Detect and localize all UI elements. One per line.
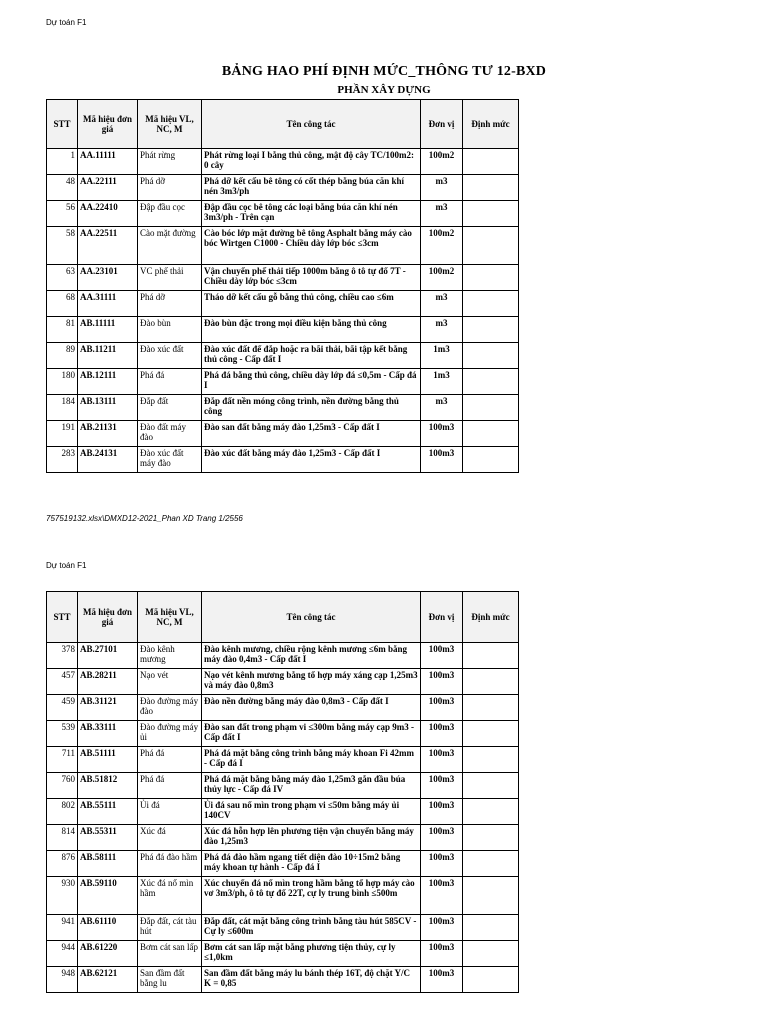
code-cell: AB.12111 bbox=[78, 369, 138, 395]
stt-cell: 930 bbox=[47, 877, 78, 915]
material-cell: Phá đá bbox=[138, 747, 202, 773]
code-cell: AA.22111 bbox=[78, 175, 138, 201]
stt-cell: 68 bbox=[47, 291, 78, 317]
col-header-unit: Đơn vị bbox=[421, 100, 463, 149]
unit-cell: 100m2 bbox=[421, 265, 463, 291]
table-row bbox=[47, 149, 519, 175]
unit-cell: 1m3 bbox=[421, 369, 463, 395]
table-row bbox=[47, 447, 519, 473]
norm-cell bbox=[463, 175, 519, 201]
table-row bbox=[47, 773, 519, 799]
code-cell: AB.11111 bbox=[78, 317, 138, 343]
stt-cell: 48 bbox=[47, 175, 78, 201]
stt-cell: 941 bbox=[47, 915, 78, 941]
norm-cell bbox=[463, 721, 519, 747]
stt-cell: 459 bbox=[47, 695, 78, 721]
table-row bbox=[47, 799, 519, 825]
stt-cell: 1 bbox=[47, 149, 78, 175]
code-cell: AB.33111 bbox=[78, 721, 138, 747]
table-row bbox=[47, 421, 519, 447]
table-row bbox=[47, 175, 519, 201]
code-cell: AB.28211 bbox=[78, 669, 138, 695]
material-cell: Xúc đá nổ mìn hầm bbox=[138, 877, 202, 915]
name-cell: Cào bóc lớp mặt đường bê tông Asphalt bằng máy cào bóc Wirtgen C1000 - Chiều dày lớp bóc ≤3cm bbox=[202, 227, 421, 265]
norm-cell bbox=[463, 395, 519, 421]
code-cell: AA.11111 bbox=[78, 149, 138, 175]
name-cell: Xúc đá hỗn hợp lên phương tiện vận chuyển bằng máy đào 1,25m3 bbox=[202, 825, 421, 851]
code-cell: AA.22410 bbox=[78, 201, 138, 227]
material-cell: Phá đá bbox=[138, 773, 202, 799]
name-cell: Phá dỡ kết cấu bê tông có cốt thép bằng búa căn khí nén 3m3/ph bbox=[202, 175, 421, 201]
material-cell: Phá dỡ bbox=[138, 291, 202, 317]
norm-cell bbox=[463, 669, 519, 695]
unit-cell: m3 bbox=[421, 395, 463, 421]
unit-cell: 100m3 bbox=[421, 447, 463, 473]
material-cell: Xúc đá bbox=[138, 825, 202, 851]
unit-cell: 100m3 bbox=[421, 967, 463, 993]
name-cell: Đào bùn đặc trong mọi điều kiện bằng thủ công bbox=[202, 317, 421, 343]
table-header-row bbox=[47, 100, 519, 149]
unit-cell: 100m3 bbox=[421, 695, 463, 721]
norm-cell bbox=[463, 291, 519, 317]
table-row bbox=[47, 227, 519, 265]
stt-cell: 948 bbox=[47, 967, 78, 993]
norm-cell bbox=[463, 317, 519, 343]
norm-cell bbox=[463, 825, 519, 851]
name-cell: Đắp đất nền móng công trình, nền đường bằng thủ công bbox=[202, 395, 421, 421]
code-cell: AB.55111 bbox=[78, 799, 138, 825]
name-cell: Bơm cát san lấp mặt bằng phương tiện thủy, cự ly ≤1,0km bbox=[202, 941, 421, 967]
material-cell: Đào xúc đất bbox=[138, 343, 202, 369]
material-cell: Đào kênh mương bbox=[138, 643, 202, 669]
stt-cell: 457 bbox=[47, 669, 78, 695]
stt-cell: 378 bbox=[47, 643, 78, 669]
material-cell: Phát rừng bbox=[138, 149, 202, 175]
norm-table-page-1 bbox=[46, 99, 519, 473]
unit-cell: m3 bbox=[421, 201, 463, 227]
norm-cell bbox=[463, 695, 519, 721]
table-row bbox=[47, 395, 519, 421]
code-cell: AB.24131 bbox=[78, 447, 138, 473]
table-row bbox=[47, 265, 519, 291]
name-cell: Phá đá đào hầm ngang tiết diện đào 10÷15m2 bằng máy khoan tự hành - Cấp đá I bbox=[202, 851, 421, 877]
name-cell: Đắp đất, cát mặt bằng công trình bằng tàu hút 585CV - Cự ly ≤600m bbox=[202, 915, 421, 941]
col-header-stt: STT bbox=[47, 592, 78, 643]
name-cell: San đầm đất bằng máy lu bánh thép 16T, độ chặt Y/C K = 0,85 bbox=[202, 967, 421, 993]
code-cell: AB.59110 bbox=[78, 877, 138, 915]
table-row bbox=[47, 317, 519, 343]
code-cell: AB.11211 bbox=[78, 343, 138, 369]
norm-cell bbox=[463, 201, 519, 227]
name-cell: Đào kênh mương, chiều rộng kênh mương ≤6m bằng máy đào 0,4m3 - Cấp đất I bbox=[202, 643, 421, 669]
material-cell: Cào mặt đường bbox=[138, 227, 202, 265]
table-row bbox=[47, 721, 519, 747]
material-cell: Đắp đất, cát tàu hút bbox=[138, 915, 202, 941]
unit-cell: 100m3 bbox=[421, 851, 463, 877]
norm-cell bbox=[463, 967, 519, 993]
unit-cell: 100m3 bbox=[421, 747, 463, 773]
code-cell: AB.31121 bbox=[78, 695, 138, 721]
stt-cell: 89 bbox=[47, 343, 78, 369]
table-row bbox=[47, 851, 519, 877]
unit-cell: m3 bbox=[421, 317, 463, 343]
norm-cell bbox=[463, 447, 519, 473]
code-cell: AA.31111 bbox=[78, 291, 138, 317]
name-cell: Phá đá bằng thủ công, chiều dày lớp đá ≤0,5m - Cấp đá I bbox=[202, 369, 421, 395]
unit-cell: 100m3 bbox=[421, 799, 463, 825]
table-row bbox=[47, 747, 519, 773]
col-header-code: Mã hiệu đơn giá bbox=[78, 592, 138, 643]
norm-cell bbox=[463, 915, 519, 941]
unit-cell: 100m3 bbox=[421, 877, 463, 915]
unit-cell: m3 bbox=[421, 175, 463, 201]
norm-cell bbox=[463, 343, 519, 369]
material-cell: VC phế thải bbox=[138, 265, 202, 291]
page-title: BẢNG HAO PHÍ ĐỊNH MỨC_THÔNG TƯ 12-BXD bbox=[221, 64, 547, 79]
name-cell: Phát rừng loại I bằng thủ công, mật độ cây TC/100m2: 0 cây bbox=[202, 149, 421, 175]
unit-cell: m3 bbox=[421, 291, 463, 317]
norm-cell bbox=[463, 941, 519, 967]
material-cell: Nạo vét bbox=[138, 669, 202, 695]
table-row bbox=[47, 915, 519, 941]
col-header-norm: Định mức bbox=[463, 100, 519, 149]
document-header: Dự toán F1 bbox=[46, 561, 87, 570]
unit-cell: 100m3 bbox=[421, 915, 463, 941]
code-cell: AB.27101 bbox=[78, 643, 138, 669]
stt-cell: 180 bbox=[47, 369, 78, 395]
name-cell: Tháo dỡ kết cấu gỗ bằng thủ công, chiều cao ≤6m bbox=[202, 291, 421, 317]
material-cell: Đào đường máy đào bbox=[138, 695, 202, 721]
code-cell: AA.22511 bbox=[78, 227, 138, 265]
unit-cell: 100m3 bbox=[421, 773, 463, 799]
col-header-unit: Đơn vị bbox=[421, 592, 463, 643]
stt-cell: 802 bbox=[47, 799, 78, 825]
code-cell: AB.13111 bbox=[78, 395, 138, 421]
table-row bbox=[47, 967, 519, 993]
name-cell: Đào nền đường bằng máy đào 0,8m3 - Cấp đất I bbox=[202, 695, 421, 721]
name-cell: Vận chuyển phế thải tiếp 1000m bằng ô tô tự đổ 7T - Chiều dày lớp bóc ≤3cm bbox=[202, 265, 421, 291]
name-cell: Phá đá mặt bằng công trình bằng máy khoan Fi 42mm - Cấp đá I bbox=[202, 747, 421, 773]
code-cell: AB.21131 bbox=[78, 421, 138, 447]
stt-cell: 58 bbox=[47, 227, 78, 265]
name-cell: Đào san đất bằng máy đào 1,25m3 - Cấp đất I bbox=[202, 421, 421, 447]
table-header-row bbox=[47, 592, 519, 643]
unit-cell: 100m3 bbox=[421, 825, 463, 851]
name-cell: Đào san đất trong phạm vi ≤300m bằng máy cạp 9m3 - Cấp đất I bbox=[202, 721, 421, 747]
name-cell: Đào xúc đất bằng máy đào 1,25m3 - Cấp đất I bbox=[202, 447, 421, 473]
table-row bbox=[47, 941, 519, 967]
unit-cell: 100m3 bbox=[421, 941, 463, 967]
table-row bbox=[47, 877, 519, 915]
material-cell: Đào bùn bbox=[138, 317, 202, 343]
stt-cell: 944 bbox=[47, 941, 78, 967]
code-cell: AB.55311 bbox=[78, 825, 138, 851]
material-cell: Bơm cát san lấp bbox=[138, 941, 202, 967]
name-cell: Đập đầu cọc bê tông các loại bằng búa căn khí nén 3m3/ph - Trên cạn bbox=[202, 201, 421, 227]
norm-cell bbox=[463, 851, 519, 877]
table-row bbox=[47, 669, 519, 695]
material-cell: Đắp đất bbox=[138, 395, 202, 421]
table-row bbox=[47, 291, 519, 317]
unit-cell: 100m3 bbox=[421, 421, 463, 447]
norm-cell bbox=[463, 369, 519, 395]
norm-cell bbox=[463, 421, 519, 447]
stt-cell: 760 bbox=[47, 773, 78, 799]
col-header-stt: STT bbox=[47, 100, 78, 149]
material-cell: Phá dỡ bbox=[138, 175, 202, 201]
stt-cell: 539 bbox=[47, 721, 78, 747]
code-cell: AB.51812 bbox=[78, 773, 138, 799]
unit-cell: 100m3 bbox=[421, 669, 463, 695]
code-cell: AB.58111 bbox=[78, 851, 138, 877]
name-cell: Ủi đá sau nổ mìn trong phạm vi ≤50m bằng máy ủi 140CV bbox=[202, 799, 421, 825]
stt-cell: 876 bbox=[47, 851, 78, 877]
material-cell: Đào đất máy đào bbox=[138, 421, 202, 447]
name-cell: Phá đá mặt bằng bằng máy đào 1,25m3 gắn đầu búa thủy lực - Cấp đá IV bbox=[202, 773, 421, 799]
name-cell: Nạo vét kênh mương bằng tổ hợp máy xáng cạp 1,25m3 và máy đào 0,8m3 bbox=[202, 669, 421, 695]
code-cell: AB.61110 bbox=[78, 915, 138, 941]
col-header-norm: Định mức bbox=[463, 592, 519, 643]
table-row bbox=[47, 369, 519, 395]
table-row bbox=[47, 643, 519, 669]
col-header-code: Mã hiệu đơn giá bbox=[78, 100, 138, 149]
material-cell: Ủi đá bbox=[138, 799, 202, 825]
stt-cell: 63 bbox=[47, 265, 78, 291]
material-cell: Phá đá bbox=[138, 369, 202, 395]
norm-cell bbox=[463, 747, 519, 773]
table-row bbox=[47, 695, 519, 721]
norm-cell bbox=[463, 773, 519, 799]
name-cell: Đào xúc đất để đắp hoặc ra bãi thải, bãi tập kết bằng thủ công - Cấp đất I bbox=[202, 343, 421, 369]
material-cell: San đầm đất bằng lu bbox=[138, 967, 202, 993]
file-path-footer: 757519132.xlsx\DMXD12-2021_Phan XD Trang 1/2556 bbox=[46, 514, 243, 523]
code-cell: AB.61220 bbox=[78, 941, 138, 967]
page-subtitle: PHẦN XÂY DỰNG bbox=[337, 84, 431, 96]
norm-table-page-2 bbox=[46, 591, 519, 993]
code-cell: AB.62121 bbox=[78, 967, 138, 993]
col-header-material: Mã hiệu VL, NC, M bbox=[138, 100, 202, 149]
material-cell: Đập đầu cọc bbox=[138, 201, 202, 227]
col-header-name: Tên công tác bbox=[202, 100, 421, 149]
norm-cell bbox=[463, 643, 519, 669]
stt-cell: 56 bbox=[47, 201, 78, 227]
norm-cell bbox=[463, 799, 519, 825]
code-cell: AA.23101 bbox=[78, 265, 138, 291]
unit-cell: 100m3 bbox=[421, 721, 463, 747]
unit-cell: 100m2 bbox=[421, 227, 463, 265]
table-row bbox=[47, 201, 519, 227]
material-cell: Đào xúc đất máy đào bbox=[138, 447, 202, 473]
stt-cell: 184 bbox=[47, 395, 78, 421]
table-row bbox=[47, 825, 519, 851]
material-cell: Đào đường máy ủi bbox=[138, 721, 202, 747]
code-cell: AB.51111 bbox=[78, 747, 138, 773]
document-header: Dự toán F1 bbox=[46, 18, 87, 27]
name-cell: Xúc chuyển đá nổ mìn trong hầm bằng tổ hợp máy cào vơ 3m3/ph, ô tô tự đổ 22T, cự ly trung bình ≤500m bbox=[202, 877, 421, 915]
norm-cell bbox=[463, 227, 519, 265]
stt-cell: 814 bbox=[47, 825, 78, 851]
col-header-name: Tên công tác bbox=[202, 592, 421, 643]
norm-cell bbox=[463, 265, 519, 291]
col-header-material: Mã hiệu VL, NC, M bbox=[138, 592, 202, 643]
stt-cell: 283 bbox=[47, 447, 78, 473]
unit-cell: 1m3 bbox=[421, 343, 463, 369]
unit-cell: 100m2 bbox=[421, 149, 463, 175]
stt-cell: 191 bbox=[47, 421, 78, 447]
unit-cell: 100m3 bbox=[421, 643, 463, 669]
stt-cell: 711 bbox=[47, 747, 78, 773]
norm-cell bbox=[463, 149, 519, 175]
norm-cell bbox=[463, 877, 519, 915]
material-cell: Phá đá đào hầm bbox=[138, 851, 202, 877]
stt-cell: 81 bbox=[47, 317, 78, 343]
table-row bbox=[47, 343, 519, 369]
